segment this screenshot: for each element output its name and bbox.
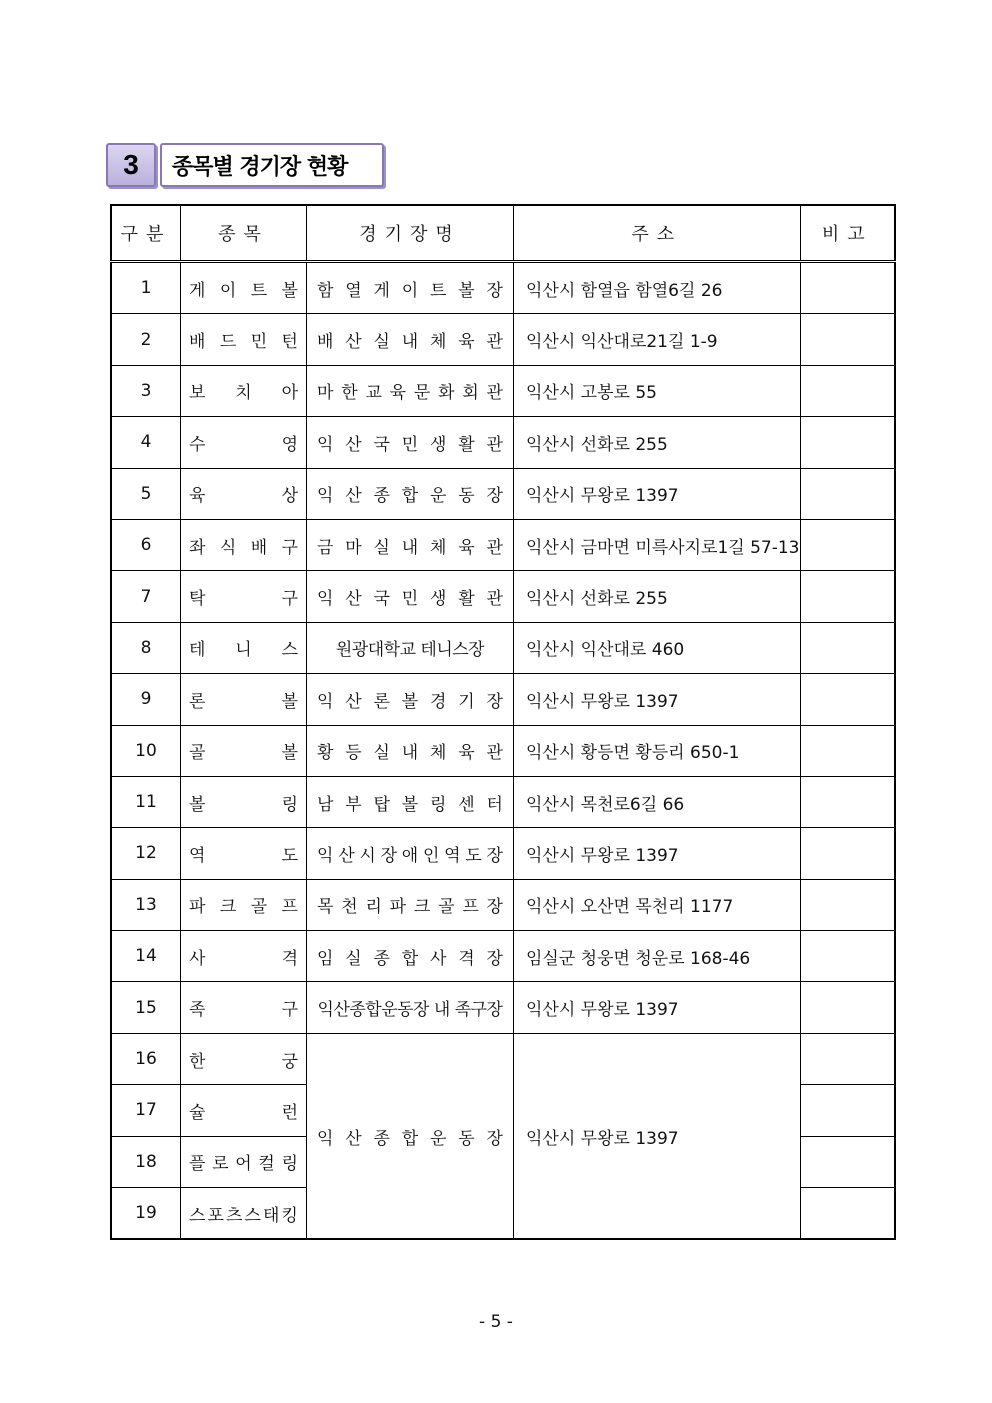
sport-name: 볼 링 <box>189 794 298 815</box>
note-cell <box>800 776 895 827</box>
address-text: 임실군 청웅면 청운로 168-46 <box>526 948 751 969</box>
row-number: 7 <box>111 571 181 622</box>
sport-name: 골 볼 <box>189 743 298 764</box>
sport-cell <box>181 776 307 827</box>
venue-cell <box>307 674 514 725</box>
address-cell <box>514 982 801 1033</box>
address-cell <box>514 725 801 776</box>
address-cell <box>514 365 801 416</box>
row-number: 17 <box>111 1085 181 1136</box>
address-cell <box>514 931 801 982</box>
row-number: 8 <box>111 622 181 673</box>
section-number: 3 <box>106 143 156 187</box>
venue-cell <box>307 776 514 827</box>
row-number: 11 <box>111 776 181 827</box>
sport-cell <box>181 468 307 519</box>
address-text: 익산시 무왕로 1397 <box>526 1128 679 1149</box>
address-text: 익산시 황등면 황등리 650-1 <box>526 743 740 764</box>
venue-name: 배 산 실 내 체 육 관 <box>317 332 503 353</box>
row-number: 19 <box>111 1188 181 1240</box>
venue-name: 임 실 종 합 사 격 장 <box>317 948 503 969</box>
venue-name: 금 마 실 내 체 육 관 <box>317 537 503 558</box>
table-row <box>111 262 895 314</box>
note-cell <box>800 571 895 622</box>
venue-name: 익산종합운동장 내 족구장 <box>317 1000 503 1021</box>
table-header-row <box>111 205 895 262</box>
address-cell <box>514 519 801 570</box>
note-cell <box>800 314 895 365</box>
table-row <box>111 365 895 416</box>
sport-name: 론 볼 <box>189 691 298 712</box>
sport-cell <box>181 982 307 1033</box>
header-no: 구분 <box>111 205 181 262</box>
row-number: 4 <box>111 417 181 468</box>
sport-name: 육 상 <box>189 486 298 507</box>
table-row <box>111 571 895 622</box>
sport-cell <box>181 674 307 725</box>
sport-cell <box>181 1136 307 1187</box>
venue-cell <box>307 725 514 776</box>
address-cell <box>514 468 801 519</box>
sport-cell <box>181 1085 307 1136</box>
sport-name: 배 드 민 턴 <box>189 332 298 353</box>
sport-name: 게 이 트 볼 <box>189 280 298 301</box>
venue-cell <box>307 982 514 1033</box>
table-row <box>111 468 895 519</box>
row-number: 9 <box>111 674 181 725</box>
venue-name: 남 부 탑 볼 링 센 터 <box>317 794 503 815</box>
venue-cell <box>307 879 514 930</box>
venue-cell <box>307 519 514 570</box>
note-cell <box>800 1085 895 1136</box>
address-text: 익산시 선화로 255 <box>526 434 668 455</box>
note-cell <box>800 879 895 930</box>
note-cell <box>800 725 895 776</box>
sport-cell <box>181 828 307 879</box>
page-number: - 5 - <box>479 1312 513 1332</box>
table-row <box>111 725 895 776</box>
sport-cell <box>181 571 307 622</box>
address-cell <box>514 262 801 314</box>
note-cell <box>800 1136 895 1187</box>
merged-address-cell <box>514 1033 801 1239</box>
note-cell <box>800 1188 895 1240</box>
note-cell <box>800 982 895 1033</box>
address-cell <box>514 417 801 468</box>
address-text: 익산시 무왕로 1397 <box>526 486 679 507</box>
venue-name: 목 천 리 파 크 골 프 장 <box>317 897 503 918</box>
sport-name: 스 포 츠 스 태 킹 <box>189 1205 298 1226</box>
sport-cell <box>181 1188 307 1240</box>
note-cell <box>800 674 895 725</box>
venue-name: 익 산 론 볼 경 기 장 <box>317 691 503 712</box>
address-cell <box>514 314 801 365</box>
address-text: 익산시 익산대로 460 <box>526 640 685 661</box>
venue-name: 익 산 국 민 생 활 관 <box>317 434 503 455</box>
sport-cell <box>181 519 307 570</box>
address-text: 익산시 오산면 목천리 1177 <box>526 897 734 918</box>
note-cell <box>800 1033 895 1084</box>
address-text: 익산시 무왕로 1397 <box>526 1000 679 1021</box>
venue-name: 익 산 종 합 운 동 장 <box>317 1128 503 1149</box>
section-title: 종목별 경기장 현황 <box>160 143 384 187</box>
sport-name: 보 치 아 <box>189 383 298 404</box>
row-number: 3 <box>111 365 181 416</box>
address-cell <box>514 571 801 622</box>
header-venue: 경기장명 <box>307 205 514 262</box>
sport-cell <box>181 365 307 416</box>
venue-cell <box>307 828 514 879</box>
section-heading <box>106 143 384 187</box>
address-cell <box>514 776 801 827</box>
note-cell <box>800 519 895 570</box>
venue-table <box>110 204 896 1240</box>
address-text: 익산시 무왕로 1397 <box>526 845 679 866</box>
row-number: 15 <box>111 982 181 1033</box>
venue-cell <box>307 622 514 673</box>
sport-cell <box>181 1033 307 1084</box>
note-cell <box>800 931 895 982</box>
address-text: 익산시 목천로6길 66 <box>526 794 685 815</box>
row-number: 2 <box>111 314 181 365</box>
row-number: 1 <box>111 262 181 314</box>
sport-name: 한 궁 <box>189 1051 298 1072</box>
row-number: 12 <box>111 828 181 879</box>
table-row <box>111 776 895 827</box>
merged-venue-cell <box>307 1033 514 1239</box>
note-cell <box>800 468 895 519</box>
row-number: 5 <box>111 468 181 519</box>
row-number: 14 <box>111 931 181 982</box>
note-cell <box>800 365 895 416</box>
sport-cell <box>181 879 307 930</box>
sport-name: 역 도 <box>189 845 298 866</box>
address-text: 익산시 무왕로 1397 <box>526 691 679 712</box>
sport-name: 좌 식 배 구 <box>189 537 298 558</box>
header-sport: 종목 <box>181 205 307 262</box>
sport-name: 슐 런 <box>189 1102 298 1123</box>
sport-cell <box>181 931 307 982</box>
sport-name: 탁 구 <box>189 589 298 610</box>
sport-cell <box>181 314 307 365</box>
address-cell <box>514 879 801 930</box>
address-cell <box>514 622 801 673</box>
table-row <box>111 519 895 570</box>
sport-name: 족 구 <box>189 1000 298 1021</box>
venue-cell <box>307 262 514 314</box>
row-number: 10 <box>111 725 181 776</box>
address-text: 익산시 금마면 미륵사지로1길 57-13 <box>526 537 800 558</box>
sport-name: 파 크 골 프 <box>189 897 298 918</box>
sport-cell <box>181 725 307 776</box>
note-cell <box>800 622 895 673</box>
table-row <box>111 674 895 725</box>
table-row <box>111 879 895 930</box>
row-number: 18 <box>111 1136 181 1187</box>
venue-cell <box>307 571 514 622</box>
address-text: 익산시 선화로 255 <box>526 589 668 610</box>
venue-cell <box>307 931 514 982</box>
table-row <box>111 1033 895 1084</box>
header-note: 비고 <box>800 205 895 262</box>
venue-cell <box>307 468 514 519</box>
address-text: 익산시 고봉로 55 <box>526 383 657 404</box>
venue-name: 익 산 국 민 생 활 관 <box>317 589 503 610</box>
note-cell <box>800 417 895 468</box>
sport-name: 사 격 <box>189 948 298 969</box>
table-row <box>111 982 895 1033</box>
address-cell <box>514 828 801 879</box>
row-number: 6 <box>111 519 181 570</box>
address-text: 익산시 익산대로21길 1-9 <box>526 332 718 353</box>
venue-name: 황 등 실 내 체 육 관 <box>317 743 503 764</box>
note-cell <box>800 828 895 879</box>
venue-cell <box>307 365 514 416</box>
note-cell <box>800 262 895 314</box>
venue-cell <box>307 417 514 468</box>
table-row <box>111 828 895 879</box>
venue-name: 익 산 종 합 운 동 장 <box>317 486 503 507</box>
venue-name: 마 한 교 육 문 화 회 관 <box>317 383 503 404</box>
address-text: 익산시 함열읍 함열6길 26 <box>526 280 723 301</box>
address-cell <box>514 674 801 725</box>
sport-cell <box>181 417 307 468</box>
header-address: 주소 <box>514 205 801 262</box>
row-number: 13 <box>111 879 181 930</box>
sport-cell <box>181 622 307 673</box>
table-row <box>111 931 895 982</box>
sport-name: 수 영 <box>189 434 298 455</box>
row-number: 16 <box>111 1033 181 1084</box>
sport-name: 플 로 어 컬 링 <box>189 1154 298 1175</box>
sport-name: 테 니 스 <box>189 640 298 661</box>
venue-name: 익 산 시 장 애 인 역 도 장 <box>317 845 503 866</box>
table-row <box>111 622 895 673</box>
venue-cell <box>307 314 514 365</box>
sport-cell <box>181 262 307 314</box>
venue-name: 원광대학교 테니스장 <box>335 640 485 661</box>
venue-name: 함 열 게 이 트 볼 장 <box>317 280 503 301</box>
table-row <box>111 417 895 468</box>
table-row <box>111 314 895 365</box>
